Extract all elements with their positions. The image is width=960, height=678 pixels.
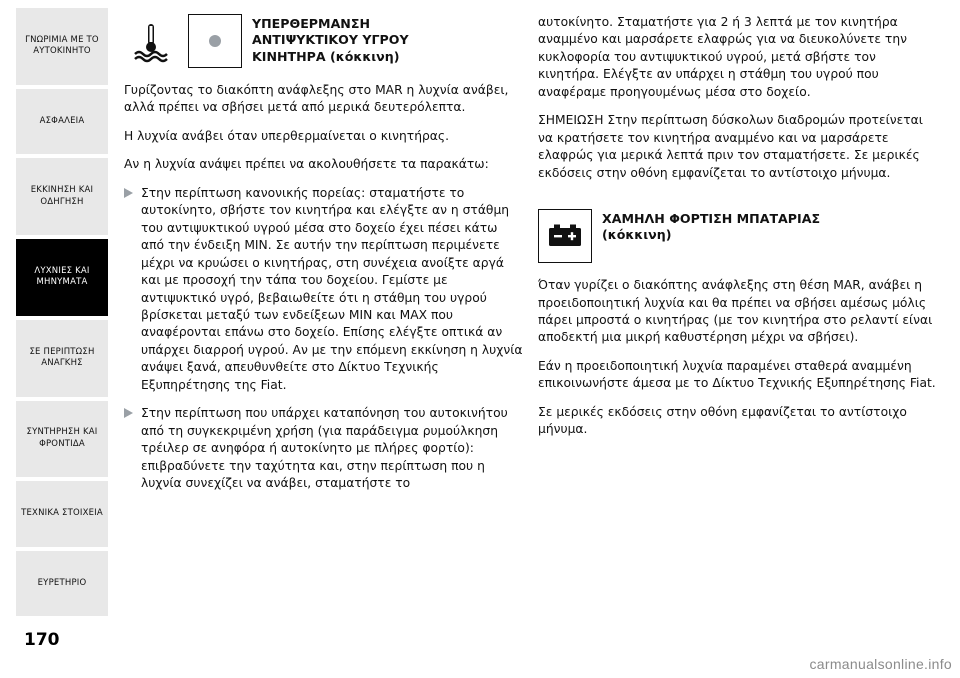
arrow-bullet-icon	[124, 188, 133, 198]
coolant-warning-header	[124, 14, 524, 68]
sidebar-item-emergency[interactable]	[16, 320, 108, 397]
coolant-warning-title	[252, 14, 409, 65]
watermark: carmanualsonline.info	[809, 656, 952, 672]
warning-title-line-3: ΚΙΝΗΤΗΡΑ (κόκκινη)	[252, 48, 400, 64]
warning-title-line-2: ΑΝΤΙΨΥΚΤΙΚΟΥ ΥΓΡΟΥ	[252, 32, 409, 48]
warning-title-line-1: ΧΑΜΗΛΗ ΦΟΡΤΙΣΗ ΜΠΑΤΑΡΙΑΣ	[602, 211, 821, 227]
paragraph: Εάν η προειδοποιητική λυχνία παραμένει σταθερά αναμμένη επικοινωνήστε άμεσα με το Δίκτυο Τεχνικής Εξυπηρέτησης Fiat.	[538, 358, 936, 391]
paragraph: Όταν γυρίζει ο διακόπτης ανάφλεξης στη θέση MAR, ανάβει η προειδοποιητική λυχνία και θα πρέπει να σβήσει αμέσως μόλις πάρει μπροστά ο κινητήρας (με τον κινητήρα στο ρελαντί είναι αποδεκτή μια μικρή καθυστέρηση μέχρι να σβήσει).	[538, 278, 933, 345]
sidebar-item-label: ΣΕ ΠΕΡΙΠΤΩΣΗ ΑΝΑΓΚΗΣ	[29, 346, 95, 369]
paragraph: Αν η λυχνία ανάψει πρέπει να ακολουθήσετε τα παρακάτω:	[124, 157, 489, 172]
page-number: 170	[24, 630, 60, 650]
right-text-column	[538, 14, 938, 439]
list-item	[124, 405, 524, 492]
battery-charge-icon	[538, 209, 592, 263]
spacer	[538, 193, 938, 209]
sidebar-item-technical-data[interactable]	[16, 481, 108, 546]
paragraph: Η λυχνία ανάβει όταν υπερθερμαίνεται ο κινητήρας.	[124, 128, 450, 143]
warning-title-line-2: (κόκκινη)	[602, 227, 672, 243]
sidebar-item-label: ΓΝΩΡΙΜΙΑ ΜΕ ΤΟ ΑΥΤΟΚΙΝΗΤΟ	[25, 34, 99, 57]
sidebar-item-label: ΕΥΡΕΤΗΡΙΟ	[37, 577, 87, 588]
paragraph: Σε μερικές εκδόσεις στην οθόνη εμφανίζεται το αντίστοιχο μήνυμα.	[538, 404, 907, 437]
grey-dot-icon	[188, 14, 242, 68]
sidebar-item-index[interactable]	[16, 551, 108, 616]
warning-title-line-1: ΥΠΕΡΘΕΡΜΑΝΣΗ	[252, 16, 370, 31]
coolant-temperature-icon	[124, 14, 178, 68]
sidebar-item-warning-lights[interactable]	[16, 239, 108, 316]
sidebar-item-getting-to-know[interactable]	[16, 8, 108, 85]
left-text-column	[124, 14, 524, 504]
sidebar-item-label: ΕΚΚΙΝΗΣΗ ΚΑΙ ΟΔΗΓΗΣΗ	[30, 185, 94, 207]
sidebar-item-maintenance[interactable]	[16, 401, 108, 478]
battery-warning-header	[538, 209, 938, 263]
sidebar	[16, 8, 108, 616]
list-item-text: Στην περίπτωση κανονικής πορείας: σταματήστε το αυτοκίνητο, σβήστε τον κινητήρα και ελέγξτε αν η στάθμη του αντιψυκτικού υγρού μέσα στο δοχείο έχει πέσει κάτω από την ένδειξη MIN. Σε αυτήν την περίπτωση περιμένετε μέχρι να κρυώσει ο κινητήρας, στη συνέχεια ανοίξτε αργά και με προσοχή την τάπα του δοχείου. Γεμίστε με αντιψυκτικό υγρό, βεβαιωθείτε ότι η στάθμη του υγρού βρίσκεται μεταξύ των ενδείξεων MIN και MAX που αναφέρονται επάνω στο δοχείο. Επίσης ελέγξτε οπτικά αν υπάρχει διαρροή υγρού. Αν με την επόμενη εκκίνηση η λυχνία ανάψει ξανά, απευθυνθείτε στο Δίκτυο Τεχνικής Εξυπηρέτησης της Fiat.	[141, 185, 523, 392]
list-item	[124, 185, 524, 394]
battery-warning-title	[602, 209, 820, 244]
sidebar-item-label: ΣΥΝΤΗΡΗΣΗ ΚΑΙ ΦΡΟΝΤΙΔΑ	[26, 427, 98, 449]
arrow-bullet-icon	[124, 408, 133, 418]
list-item-text: Στην περίπτωση που υπάρχει καταπόνηση του αυτοκινήτου από τη συγκεκριμένη χρήση (για παράδειγμα ρυμούλκηση τρέιλερ σε ανηφόρα ή αυτοκίνητο με πλήρες φορτίο): επιβραδύνετε την ταχύτητα και, στην περίπτωση που η λυχνία συνεχίζει να ανάβει, σταματήστε το	[141, 406, 508, 491]
sidebar-item-label: ΑΣΦΑΛΕΙΑ	[39, 115, 85, 126]
paragraph: αυτοκίνητο. Σταματήστε για 2 ή 3 λεπτά με τον κινητήρα αναμμένο και μαρσάρετε ελαφρώς για να διευκολύνετε την κυκλοφορία του αντιψυκτικού υγρού, μετά σβήστε τον κινητήρα. Ελέγξτε αν υπάρχει η στάθμη του υγρού που αναφέραμε προηγουμένως μέσα στο δοχείο.	[538, 15, 908, 99]
paragraph: ΣΗΜΕΙΩΣΗ Στην περίπτωση δύσκολων διαδρομών προτείνεται να κρατήσετε τον κινητήρα αναμμένο και να μαρσάρετε ελαφρώς για μερικά λεπτά πριν τον σταματήσετε. Σε μερικές εκδόσεις στην οθόνη εμφανίζεται το αντίστοιχο μήνυμα.	[538, 113, 923, 180]
paragraph: Γυρίζοντας το διακόπτη ανάφλεξης στο MAR η λυχνία ανάβει, αλλά πρέπει να σβήσει μετά από μερικά δευτερόλεπτα.	[124, 83, 509, 115]
sidebar-item-starting-driving[interactable]	[16, 158, 108, 235]
sidebar-item-label: ΤΕΧΝΙΚΑ ΣΤΟΙΧΕΙΑ	[21, 508, 103, 519]
sidebar-item-label: ΛΥΧΝΙΕΣ ΚΑΙ ΜΗΝΥΜΑΤΑ	[34, 265, 90, 288]
sidebar-item-safety[interactable]	[16, 89, 108, 154]
